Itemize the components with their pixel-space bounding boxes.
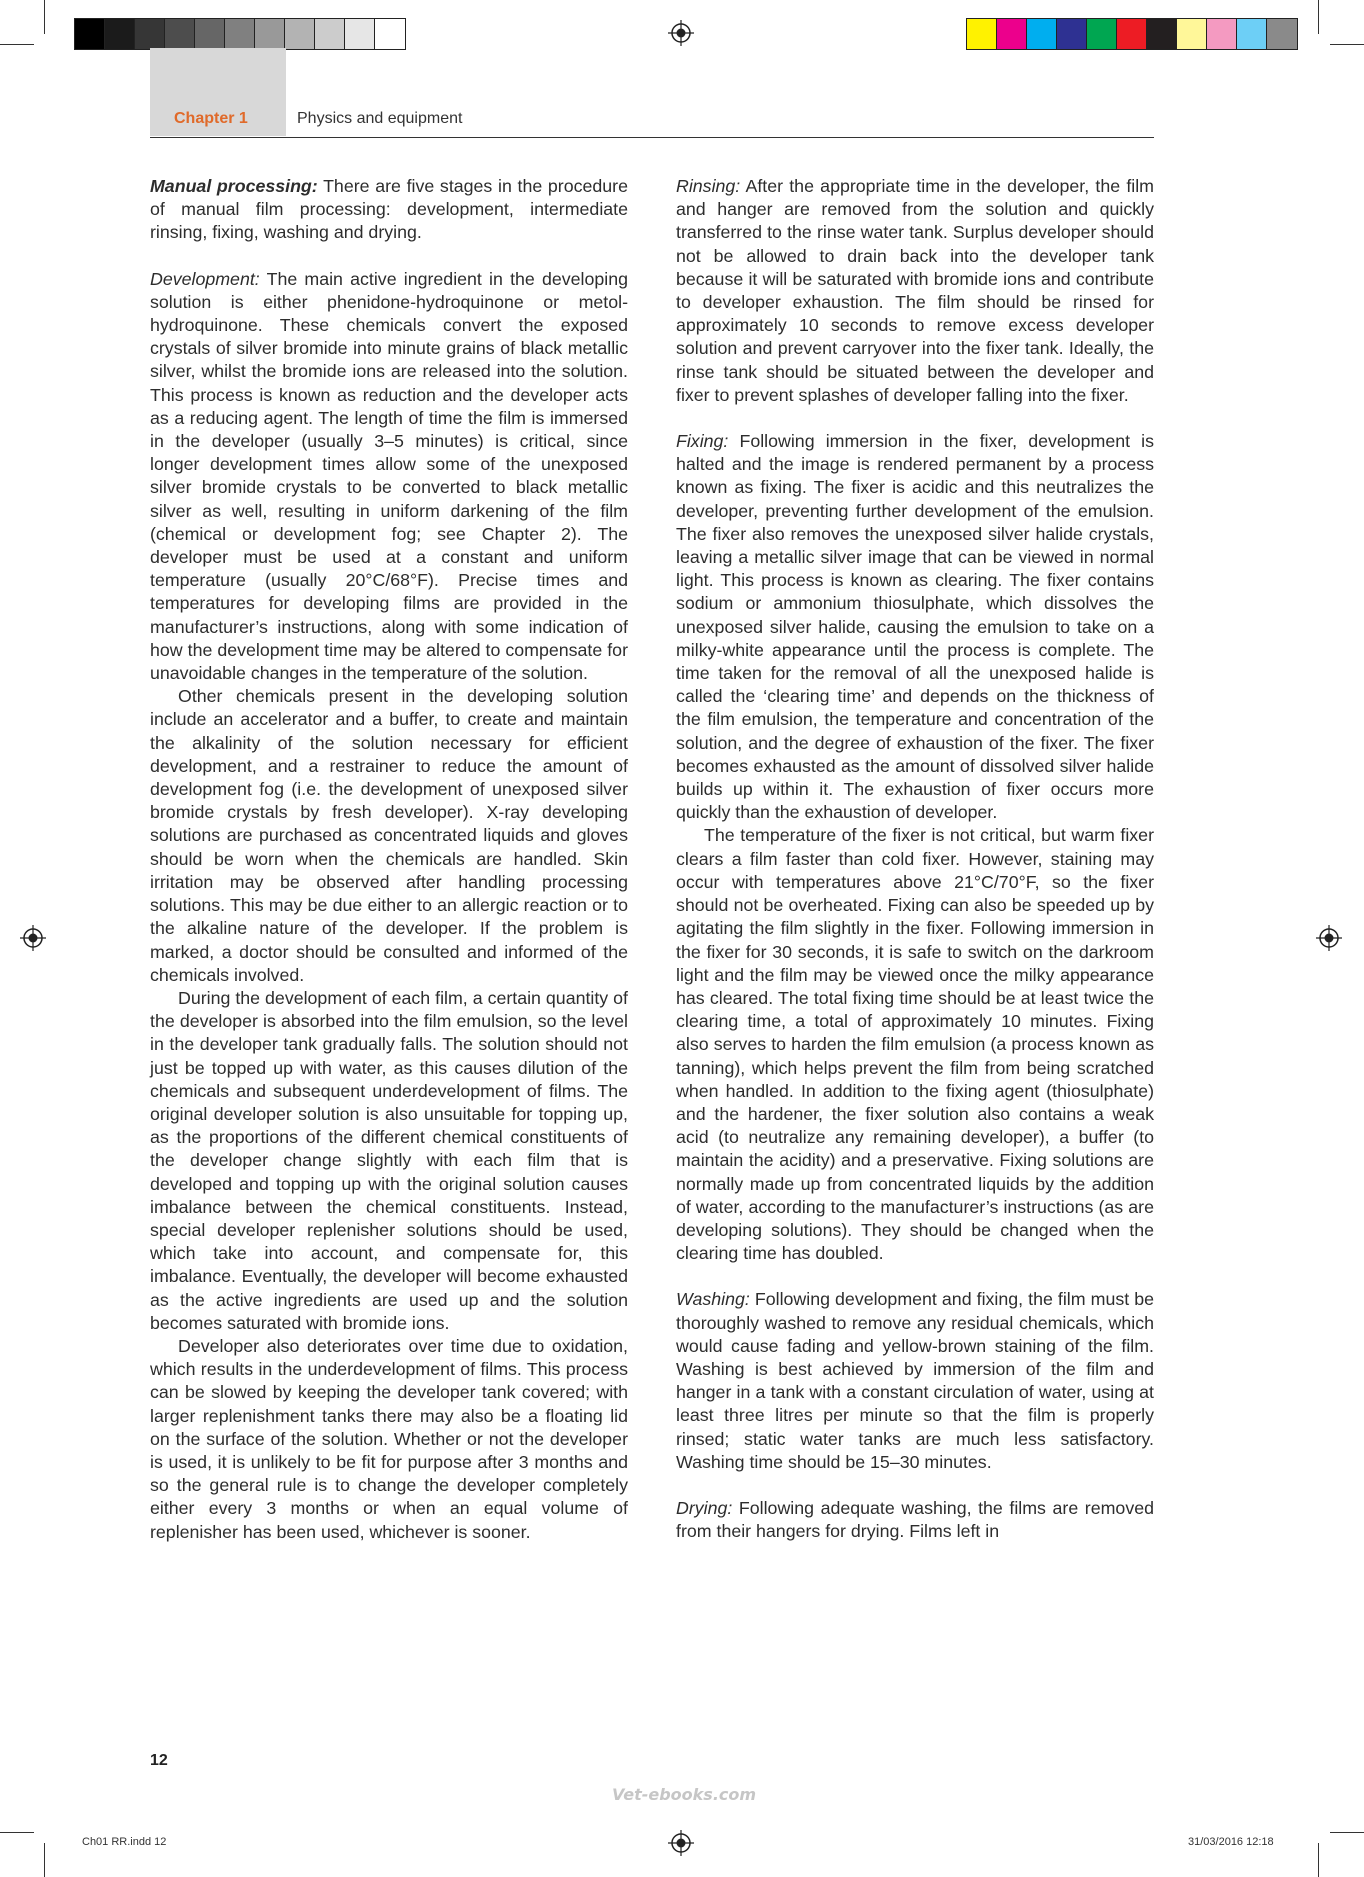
color-swatch <box>1147 19 1177 49</box>
grayscale-calibration-bar <box>74 18 406 50</box>
crop-mark <box>44 0 45 34</box>
other-chemicals-paragraph: Other chemicals present in the developing solution include an accelerator and a buffer, to create and maintain the alkalinity of the solution necessary for efficient development, and a restrainer to reduce the amount of development fog (i.e. the development of unexposed silver bromide crystals by fresh developer). X-ray developing solutions are purchased as concentrated liquids and gloves should be worn when the chemicals are handled. Skin irritation may be observed after handling processing solutions. This may be due either to an allergic reaction or to the alkaline nature of the developer. If the problem is marked, a doctor should be consulted and informed of the chemicals involved. <box>150 686 628 985</box>
color-swatch <box>1237 19 1267 49</box>
registration-mark-icon <box>668 20 694 46</box>
fixer-temperature-paragraph: The temperature of the fixer is not critical, but warm fixer clears a film faster than cold fixer. However, staining may occur with temperatures above 21°C/70°F, so the fixer should not be overheated. Fixing can also be speeded up by agitating the film slightly in the fixer. Following immersion in the fixer for 30 seconds, it is safe to switch on the darkroom light and the film may be viewed once the milky appearance has cleared. The total fixing time should be at least twice the clearing time, a total of approximately 10 minutes. Fixing also serves to harden the film emulsion (a process known as tanning), which helps prevent the film from being scratched when handled. In addition to the fixing agent (thiosulphate) and the hardener, the fixer solution also contains a weak acid (to neutralize any remaining developer), a buffer (to maintain the acidity) and a preservative. Fixing solutions are normally made up from concentrated liquids by the addition of water, according to the manufacturer’s instructions (as are developing solutions). They should be changed when the clearing time has doubled. <box>676 825 1154 1264</box>
paragraph-text: Following development and fixing, the film must be thoroughly washed to remove any residual chemicals, which would cause fading and yellow-brown staining of the film. Washing is best achieved by immersion of the film and hanger in a tank with a constant circulation of water, using at least three litres per minute so that the film is properly rinsed; static water tanks are much less satisfactory. Washing time should be 15–30 minutes. <box>676 1289 1154 1472</box>
registration-mark-icon <box>20 925 46 951</box>
color-swatch <box>997 19 1027 49</box>
color-swatch <box>165 19 195 49</box>
chapter-label: Chapter 1 <box>174 110 248 127</box>
left-column <box>150 175 628 1544</box>
crop-mark <box>1330 1832 1364 1833</box>
color-swatch <box>345 19 375 49</box>
paragraph-text: Following adequate washing, the films are removed from their hangers for drying. Films left in <box>676 1497 1154 1542</box>
crop-mark <box>0 44 34 45</box>
color-swatch <box>225 19 255 49</box>
slug-filename: Ch01 RR.indd 12 <box>82 1836 167 1848</box>
color-swatch <box>195 19 225 49</box>
fixing-paragraph <box>676 430 1154 824</box>
right-column <box>676 175 1154 1543</box>
crop-mark <box>44 1843 45 1877</box>
header-rule <box>150 137 1154 138</box>
color-swatch <box>1117 19 1147 49</box>
color-swatch <box>255 19 285 49</box>
registration-mark-icon <box>668 1830 694 1856</box>
drying-paragraph <box>676 1497 1154 1543</box>
color-swatch <box>967 19 997 49</box>
chapter-title: Physics and equipment <box>297 110 463 127</box>
color-swatch <box>375 19 405 49</box>
crop-mark <box>1330 44 1364 45</box>
paragraph-lead: Drying: <box>676 1497 733 1518</box>
color-swatch <box>1207 19 1237 49</box>
color-swatch <box>285 19 315 49</box>
paragraph-text: The main active ingredient in the developing solution is either phenidone-hydroquinone or metol-hydroquinone. These chemicals convert the exposed crystals of silver bromide into minute grains of black metallic silver, whilst the bromide ions are released into the solution. This process is known as reduction and the developer acts as a reducing agent. The length of time the film is immersed in the developer (usually 3–5 minutes) is critical, since longer development times allow some of the unexposed silver bromide crystals to be converted to black metallic silver as well, resulting in uniform darkening of the film (chemical or development fog; see Chapter 2). The developer must be used at a constant and uniform temperature (usually 20°C/68°F). Precise times and temperatures for developing films are provided in the manufacturer’s instructions, along with some indication of how the development time may be altered to compensate for unavoidable changes in the temperature of the solution. <box>150 268 628 684</box>
color-swatch <box>1177 19 1207 49</box>
paragraph-lead: Rinsing: <box>676 176 741 196</box>
color-swatch <box>135 19 165 49</box>
paragraph-lead: Development: <box>150 268 260 289</box>
slug-timestamp: 31/03/2016 12:18 <box>1188 1836 1274 1848</box>
rinsing-paragraph <box>676 175 1154 407</box>
color-swatch <box>1057 19 1087 49</box>
paragraph-lead: Washing: <box>676 1289 750 1310</box>
paragraph-text: Following immersion in the fixer, development is halted and the image is rendered permanent by a process known as fixing. The fixer is acidic and this neutralizes the developer, preventing further development of the emulsion. The fixer also removes the unexposed silver halide crystals, leaving a metallic silver image that can be viewed in normal light. This process is known as clearing. The fixer contains sodium or ammonium thiosulphate, which dissolves the unexposed silver halide, causing the emulsion to take on a milky-white appearance until the process is complete. The time taken for the removal of all the unexposed halide is called the ‘clearing time’ and depends on the thickness of the film emulsion, the temperature and concentration of the solution, and the degree of exhaustion of the fixer. The fixer becomes exhausted as the amount of dissolved silver halide builds up within it. The exhaustion of fixer occurs more quickly than the exhaustion of developer. <box>676 431 1154 823</box>
crop-mark <box>1318 0 1319 34</box>
crop-mark <box>1318 1843 1319 1877</box>
paragraph-text: After the appropriate time in the developer, the film and hanger are removed from the solution and quickly transferred to the rinse water tank. Surplus developer should not be allowed to drain back into the developer tank because it will be saturated with bromide ions and contribute to developer exhaustion. The film should be rinsed for approximately 10 seconds to remove excess developer solution and prevent carryover into the fixer tank. Ideally, the rinse tank should be situated between the developer and fixer to prevent splashes of developer falling into the fixer. <box>676 176 1154 405</box>
color-swatch <box>315 19 345 49</box>
color-swatch <box>105 19 135 49</box>
deterioration-paragraph: Developer also deteriorates over time due to oxidation, which results in the underdevelopment of films. This process can be slowed by keeping the developer tank covered; with larger replenishment tanks there may also be a floating lid on the surface of the solution. Whether or not the developer is used, it is unlikely to be fit for purpose after 3 months and so the general rule is to change the developer completely either every 3 months or when an equal volume of replenisher has been used, whichever is sooner. <box>150 1335 628 1542</box>
paragraph-lead: Fixing: <box>676 431 729 452</box>
development-paragraph <box>150 268 628 686</box>
page-number: 12 <box>150 1752 168 1769</box>
paragraph-text: There are five stages in the procedure of manual film processing: development, intermediate rinsing, fixing, washing and drying. <box>150 176 628 243</box>
color-swatch <box>75 19 105 49</box>
color-swatch <box>1087 19 1117 49</box>
watermark-logo: Vet-ebooks.com <box>612 1785 757 1804</box>
manual-processing-paragraph <box>150 175 628 245</box>
color-swatch <box>1027 19 1057 49</box>
paragraph-lead: Manual processing: <box>150 176 318 196</box>
washing-paragraph <box>676 1288 1154 1474</box>
color-swatch <box>1267 19 1297 49</box>
registration-mark-icon <box>1316 925 1342 951</box>
during-development-paragraph: During the development of each film, a certain quantity of the developer is absorbed into the film emulsion, so the level in the developer tank gradually falls. The solution should not just be topped up with water, as this causes dilution of the chemicals and subsequent underdevelopment of films. The original developer solution is also unsuitable for topping up, as the proportions of the different chemical constituents of the developer change slightly with each film that is developed and topping up with the original solution causes imbalance between the chemical constituents. Instead, special developer replenisher solutions should be used, which take into account, and compensate for, this imbalance. Eventually, the developer will become exhausted as the active ingredients are used up and the solution becomes saturated with bromide ions. <box>150 987 628 1333</box>
process-color-calibration-bar <box>966 18 1298 50</box>
crop-mark <box>0 1832 34 1833</box>
